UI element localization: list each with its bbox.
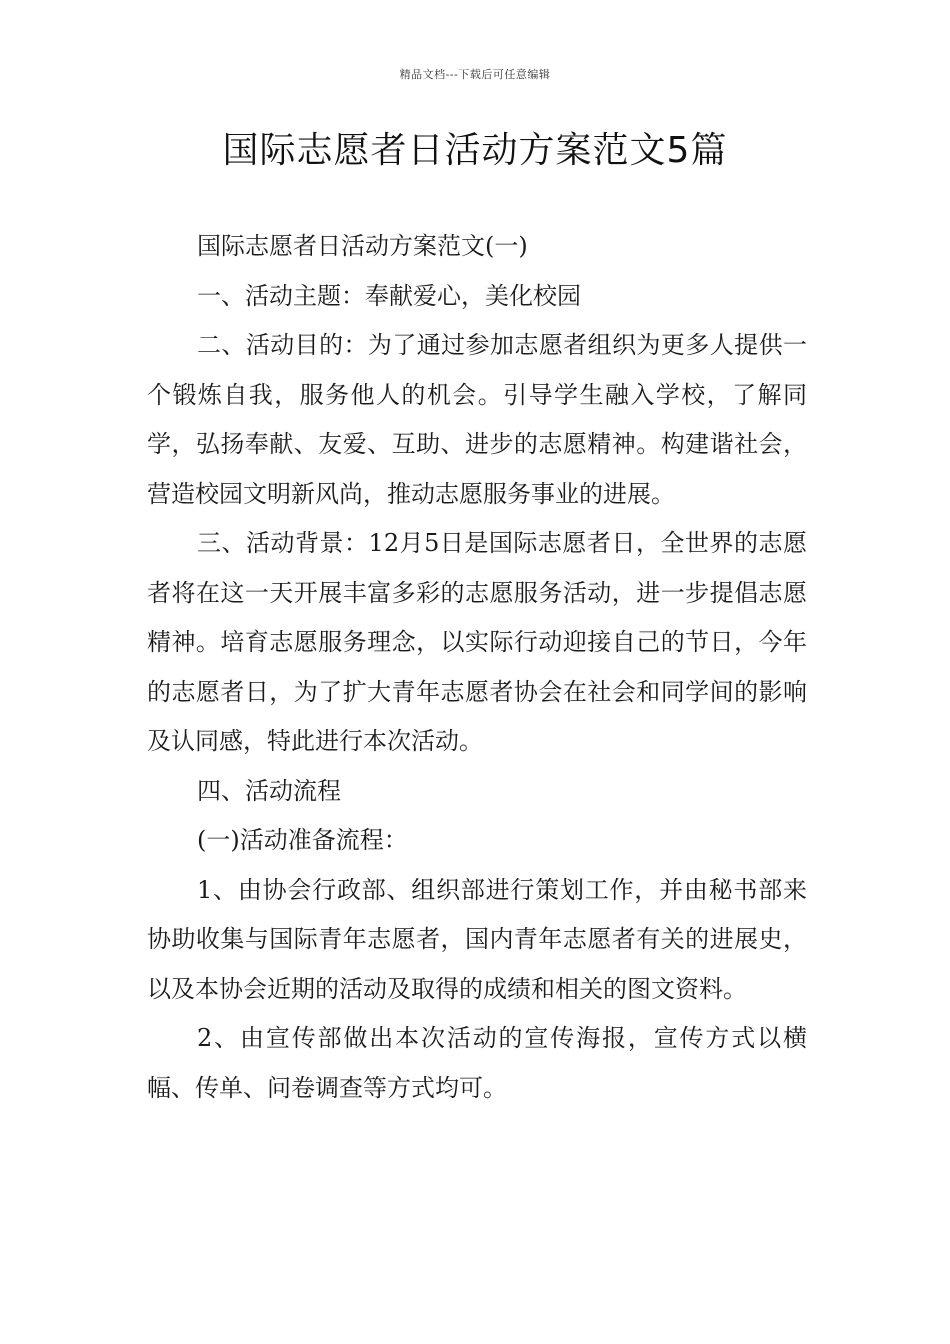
paragraph-activity-process: 四、活动流程 [197, 776, 341, 805]
header-note: 精品文档---下载后可任意编辑 [399, 68, 551, 81]
paragraph-step-2: 2、由宣传部做出本次活动的宣传海报，宣传方式以横幅、传单、问卷调查等方式均可。 [147, 1024, 807, 1102]
paragraph-section-heading: 国际志愿者日活动方案范文(一) [197, 232, 528, 260]
paragraph-step-1: 1、由协会行政部、组织部进行策划工作，并由秘书部来协助收集与国际青年志愿者，国内青年志愿者有关的进展史，以及本协会近期的活动及取得的成绩和相关的图文资料。 [147, 875, 807, 1003]
paragraph-activity-theme: 一、活动主题：奉献爱心，美化校园 [197, 281, 581, 310]
document-title: 国际志愿者日活动方案范文5篇 [222, 130, 728, 171]
paragraph-activity-background: 三、活动背景：12月5日是国际志愿者日，全世界的志愿者将在这一天开展丰富多彩的志愿服务活动，进一步提倡志愿精神。培育志愿服务理念，以实际行动迎接自己的节日，今年的志愿者日，为了扩大青年志愿者协会在社会和同学间的影响及认同感，特此进行本次活动。 [147, 529, 807, 755]
paragraph-activity-purpose: 二、活动目的：为了通过参加志愿者组织为更多人提供一个锻炼自我，服务他人的机会。引导学生融入学校，了解同学，弘扬奉献、友爱、互助、进步的志愿精神。构建谐社会，营造校园文明新风尚，推动志愿服务事业的进展。 [147, 331, 807, 508]
document-body [147, 222, 807, 1113]
paragraph-preparation-process: (一)活动准备流程： [197, 826, 408, 854]
